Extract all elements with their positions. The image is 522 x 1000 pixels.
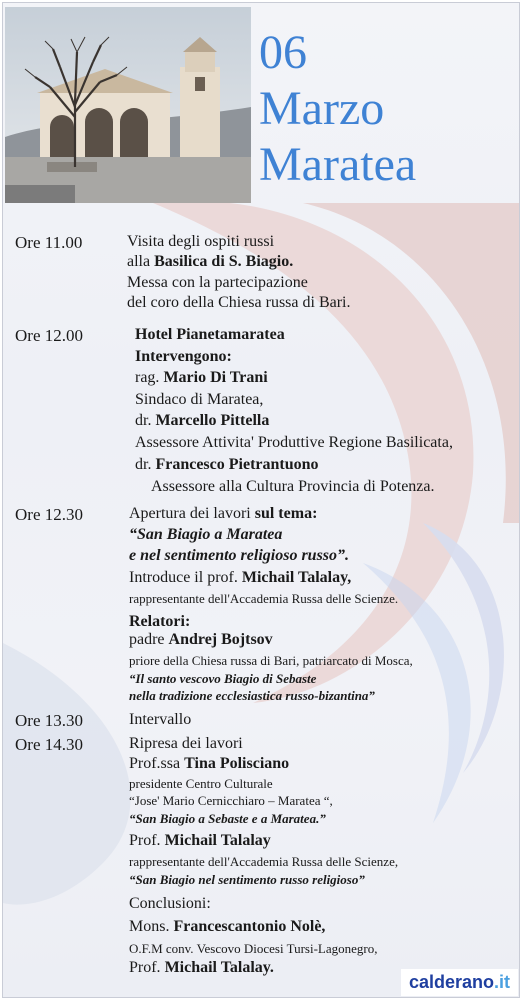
schedule-line: Sindaco di Maratea, bbox=[135, 391, 264, 408]
event-place: Maratea bbox=[259, 138, 417, 191]
line-emphasis: Francesco Pietrantuono bbox=[155, 456, 319, 473]
line-emphasis: Andrej Bojtsov bbox=[168, 631, 273, 648]
schedule-line: Relatori: bbox=[129, 613, 191, 630]
schedule-line bbox=[129, 505, 317, 523]
line-emphasis: Michail Talalay. bbox=[164, 959, 274, 976]
line-emphasis: Basilica di S. Biagio. bbox=[154, 253, 294, 270]
schedule-line: rappresentante dell'Accademia Russa delle Scienze, bbox=[129, 854, 399, 869]
line-emphasis: Tina Polisciano bbox=[184, 755, 290, 772]
line-text: Mons. bbox=[129, 918, 174, 935]
schedule-line: presidente Centro Culturale bbox=[129, 776, 273, 791]
line-text: padre bbox=[129, 631, 169, 648]
schedule-line: “Il santo vescovo Biagio di Sebaste bbox=[129, 671, 317, 686]
line-text: Prof. bbox=[129, 832, 165, 849]
schedule-line bbox=[135, 456, 319, 474]
schedule-line: Intervallo bbox=[129, 711, 192, 728]
schedule-line: “San Biagio a Sebaste e a Maratea.” bbox=[129, 811, 326, 826]
schedule-time: Ore 11.00 bbox=[15, 233, 83, 252]
line-emphasis: sul tema: bbox=[254, 505, 318, 522]
program-page bbox=[2, 2, 520, 998]
watermark-name: calderano bbox=[408, 972, 494, 992]
schedule-line: Conclusioni: bbox=[129, 895, 211, 912]
schedule-line: “Jose' Mario Cernicchiaro – Maratea “, bbox=[129, 793, 333, 808]
schedule-time: Ore 13.30 bbox=[15, 711, 83, 730]
schedule-line: rappresentante dell'Accademia Russa delle Scienze. bbox=[129, 591, 399, 606]
schedule-time: Ore 14.30 bbox=[15, 735, 83, 754]
schedule-line bbox=[129, 832, 271, 850]
schedule-line bbox=[129, 755, 289, 773]
line-text: Apertura dei lavori bbox=[129, 505, 255, 522]
line-emphasis: Michail Talalay, bbox=[241, 569, 352, 586]
line-text: rag. bbox=[135, 369, 164, 386]
schedule-line: Hotel Pianetamaratea bbox=[135, 326, 285, 343]
schedule-line: Assessore Attivita' Produttive Regione Basilicata, bbox=[135, 434, 453, 451]
watermark-tld: .it bbox=[494, 972, 510, 992]
schedule-line bbox=[129, 959, 274, 977]
schedule-line: priore della Chiesa russa di Bari, patriarcato di Mosca, bbox=[129, 653, 413, 668]
schedule-time: Ore 12.00 bbox=[15, 326, 83, 345]
schedule-line: “San Biagio nel sentimento russo religioso” bbox=[129, 872, 365, 887]
schedule-line: Intervengono: bbox=[135, 348, 232, 365]
schedule-line bbox=[127, 253, 293, 271]
schedule-line bbox=[135, 412, 269, 430]
line-text: alla bbox=[127, 253, 155, 270]
schedule-line: nella tradizione ecclesiastica russo-bizantina” bbox=[129, 688, 375, 703]
schedule-line bbox=[129, 918, 325, 936]
line-emphasis: Francescantonio Nolè, bbox=[173, 918, 326, 935]
line-emphasis: Marcello Pittella bbox=[155, 412, 270, 429]
event-day: 06 bbox=[259, 26, 307, 79]
line-text: Prof. bbox=[129, 959, 165, 976]
schedule-time: Ore 12.30 bbox=[15, 505, 83, 524]
event-title bbox=[259, 25, 416, 193]
schedule-line: Ripresa dei lavori bbox=[129, 735, 243, 752]
schedule-line: Messa con la partecipazione bbox=[127, 274, 308, 291]
schedule-line: Visita degli ospiti russi bbox=[127, 233, 275, 250]
schedule-line bbox=[135, 369, 268, 387]
schedule-line: Assessore alla Cultura Provincia di Potenza. bbox=[151, 478, 435, 495]
schedule-line: del coro della Chiesa russa di Bari. bbox=[127, 294, 351, 311]
site-watermark bbox=[401, 969, 518, 996]
line-text: Introduce il prof. bbox=[129, 569, 242, 586]
schedule-line bbox=[129, 631, 273, 649]
event-month: Marzo bbox=[259, 82, 385, 135]
line-text: Prof.ssa bbox=[129, 755, 185, 772]
line-emphasis: Michail Talalay bbox=[164, 832, 271, 849]
line-emphasis: Mario Di Trani bbox=[163, 369, 268, 386]
basilica-photo bbox=[5, 7, 251, 203]
schedule-line: “San Biagio a Maratea bbox=[129, 526, 283, 543]
line-text: dr. bbox=[135, 412, 156, 429]
line-text: dr. bbox=[135, 456, 156, 473]
schedule-line bbox=[129, 569, 351, 587]
schedule-line: O.F.M conv. Vescovo Diocesi Tursi-Lagonegro, bbox=[129, 941, 378, 956]
schedule-line: e nel sentimento religioso russo”. bbox=[129, 547, 350, 564]
